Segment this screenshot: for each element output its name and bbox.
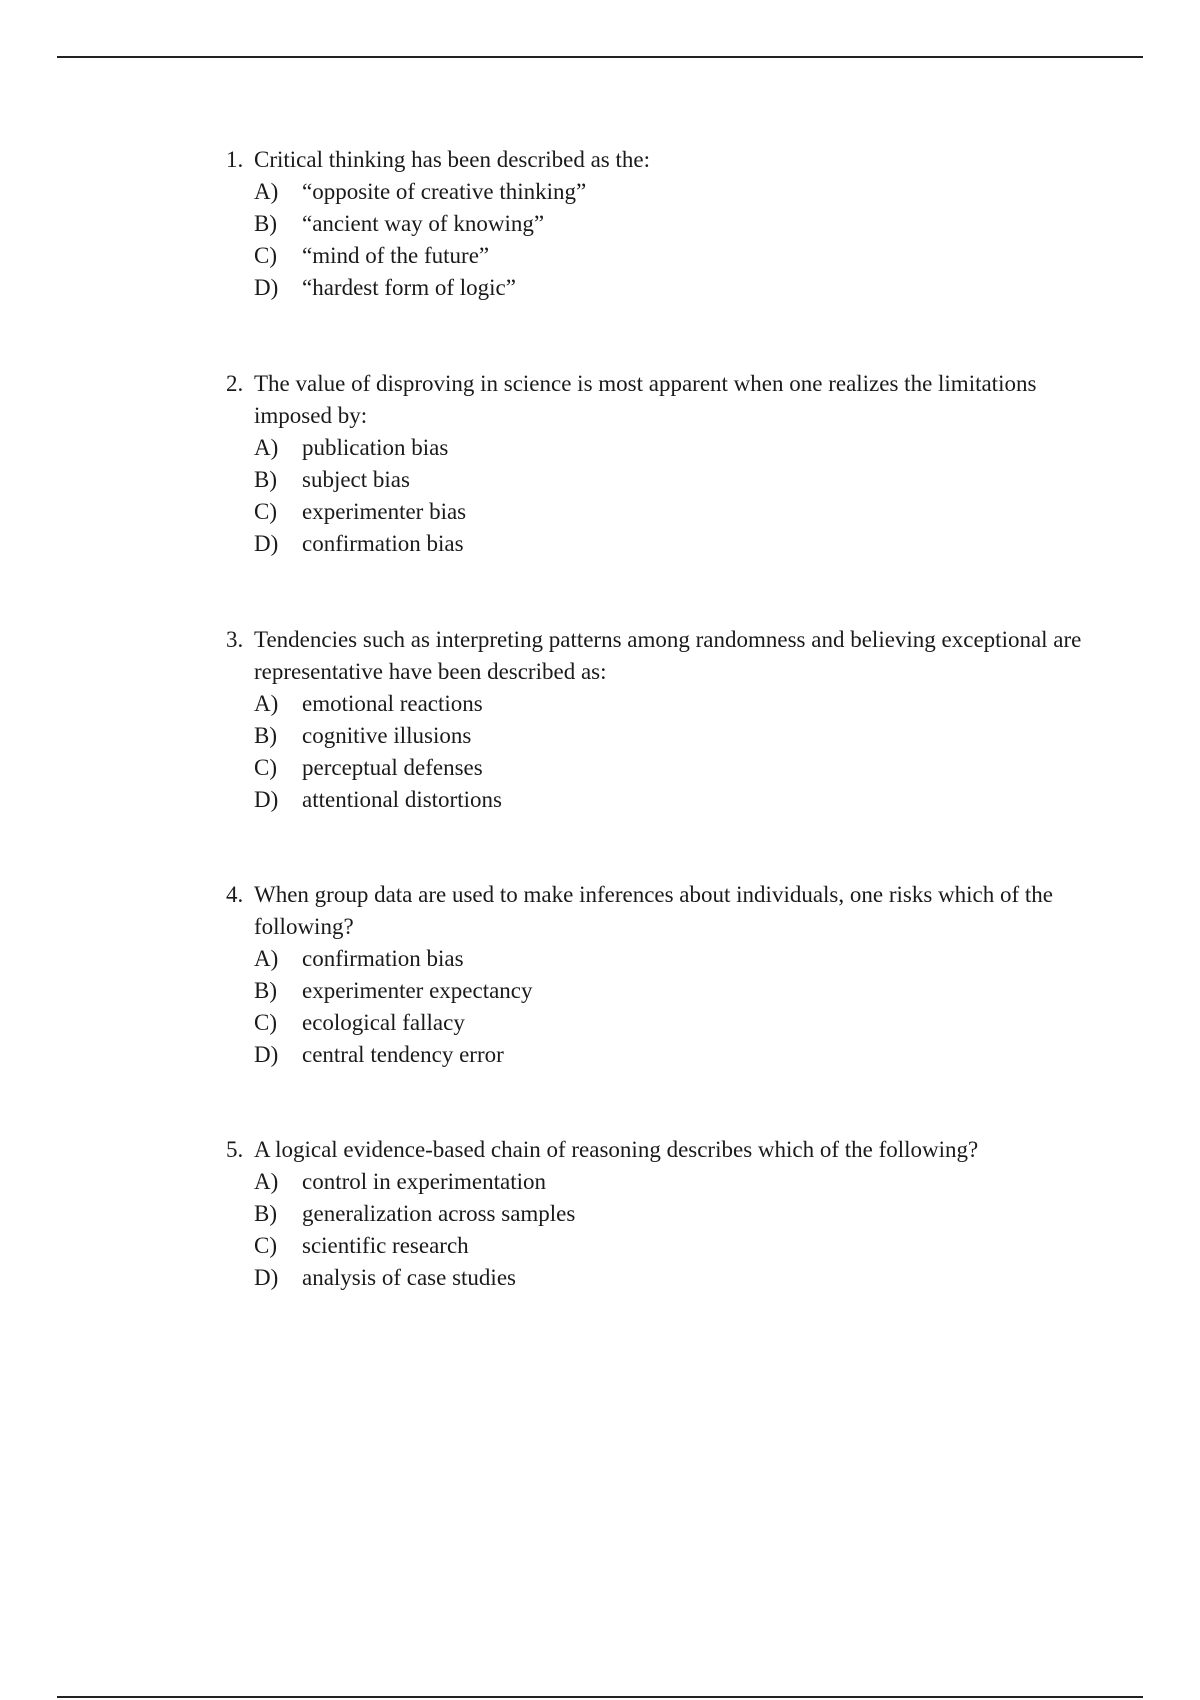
question-text: When group data are used to make inferences about individuals, one risks which of the following? <box>254 882 1054 939</box>
option-letter: C) <box>254 1233 277 1258</box>
question-1 <box>226 144 1086 304</box>
option-a <box>226 432 1086 464</box>
option-text: confirmation bias <box>302 531 464 556</box>
option-letter: A) <box>254 691 279 716</box>
option-letter: D) <box>254 1042 279 1067</box>
question-text: Tendencies such as interpreting patterns among randomness and believing exceptional are representative have been described as: <box>254 627 1082 684</box>
option-b <box>226 975 1086 1007</box>
option-text: scientific research <box>302 1233 469 1258</box>
option-a <box>226 1166 1086 1198</box>
option-text: generalization across samples <box>302 1201 576 1226</box>
option-text: analysis of case studies <box>302 1265 516 1290</box>
option-text: attentional distortions <box>302 787 502 812</box>
option-text: cognitive illusions <box>302 723 472 748</box>
option-letter: D) <box>254 275 279 300</box>
option-letter: B) <box>254 1201 277 1226</box>
question-2 <box>226 368 1086 560</box>
option-text: confirmation bias <box>302 946 464 971</box>
option-letter: A) <box>254 946 279 971</box>
footer-rule <box>57 1696 1143 1698</box>
option-c <box>226 496 1086 528</box>
option-text: control in experimentation <box>302 1169 546 1194</box>
question-text: The value of disproving in science is most apparent when one realizes the limitations imposed by: <box>254 371 1037 428</box>
option-text: ecological fallacy <box>302 1010 465 1035</box>
answer-options <box>226 943 1086 1071</box>
option-c <box>226 1230 1086 1262</box>
question-stem <box>226 368 1086 432</box>
option-letter: D) <box>254 787 279 812</box>
option-text: “ancient way of knowing” <box>302 211 545 236</box>
answer-options <box>226 176 1086 304</box>
option-a <box>226 176 1086 208</box>
option-letter: C) <box>254 755 277 780</box>
question-stem <box>226 144 1086 176</box>
answer-options <box>226 688 1086 816</box>
option-text: “hardest form of logic” <box>302 275 516 300</box>
option-b <box>226 208 1086 240</box>
option-letter: A) <box>254 1169 279 1194</box>
question-text: Critical thinking has been described as the: <box>254 147 650 172</box>
option-text: central tendency error <box>302 1042 504 1067</box>
option-a <box>226 943 1086 975</box>
option-text: experimenter bias <box>302 499 467 524</box>
option-text: emotional reactions <box>302 691 483 716</box>
option-d <box>226 1262 1086 1294</box>
question-number: 4. <box>226 882 244 907</box>
option-letter: C) <box>254 1010 277 1035</box>
question-stem <box>226 1134 1086 1166</box>
option-letter: A) <box>254 435 279 460</box>
option-text: “mind of the future” <box>302 243 490 268</box>
option-b <box>226 720 1086 752</box>
question-stem <box>226 624 1086 688</box>
option-b <box>226 1198 1086 1230</box>
option-b <box>226 464 1086 496</box>
option-text: perceptual defenses <box>302 755 483 780</box>
question-5 <box>226 1134 1086 1294</box>
option-letter: B) <box>254 723 277 748</box>
question-number: 2. <box>226 371 244 396</box>
option-letter: D) <box>254 531 279 556</box>
option-c <box>226 240 1086 272</box>
option-d <box>226 528 1086 560</box>
option-letter: D) <box>254 1265 279 1290</box>
option-text: subject bias <box>302 467 410 492</box>
option-a <box>226 688 1086 720</box>
question-text: A logical evidence-based chain of reasoning describes which of the following? <box>254 1137 979 1162</box>
option-d <box>226 784 1086 816</box>
answer-options <box>226 432 1086 560</box>
option-d <box>226 1039 1086 1071</box>
header-rule <box>57 56 1143 58</box>
answer-options <box>226 1166 1086 1294</box>
option-text: “opposite of creative thinking” <box>302 179 587 204</box>
question-3 <box>226 624 1086 816</box>
question-4 <box>226 879 1086 1071</box>
option-letter: A) <box>254 179 279 204</box>
option-letter: C) <box>254 499 277 524</box>
option-c <box>226 752 1086 784</box>
question-number: 5. <box>226 1137 244 1162</box>
question-number: 1. <box>226 147 244 172</box>
option-c <box>226 1007 1086 1039</box>
question-number: 3. <box>226 627 244 652</box>
option-letter: C) <box>254 243 277 268</box>
option-letter: B) <box>254 978 277 1003</box>
option-text: experimenter expectancy <box>302 978 533 1003</box>
option-text: publication bias <box>302 435 449 460</box>
option-letter: B) <box>254 467 277 492</box>
option-letter: B) <box>254 211 277 236</box>
question-stem <box>226 879 1086 943</box>
option-d <box>226 272 1086 304</box>
